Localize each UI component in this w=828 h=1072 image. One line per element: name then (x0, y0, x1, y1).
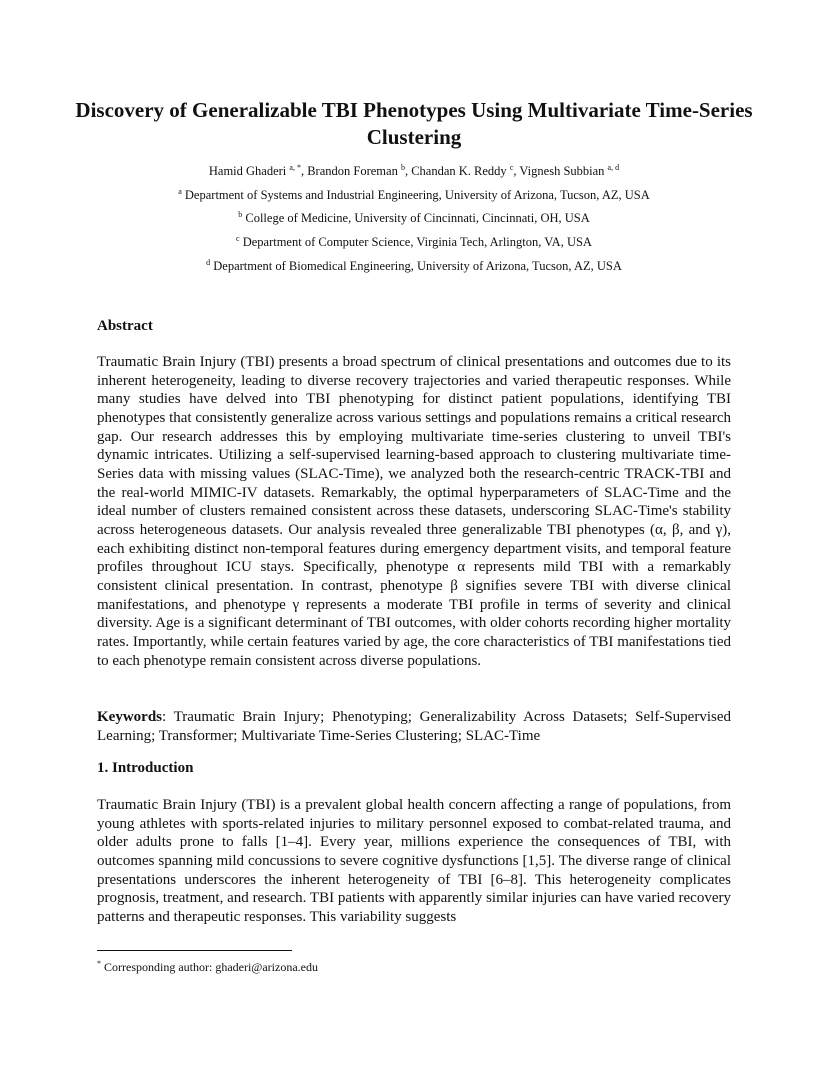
footnote-divider (97, 950, 292, 951)
affiliation-text: Department of Biomedical Engineering, University of Arizona, Tucson, AZ, USA (213, 259, 622, 273)
paper-title: Discovery of Generalizable TBI Phenotypes Using Multivariate Time-Series Clustering (75, 98, 753, 149)
affiliation-mark: a (178, 186, 182, 196)
footnote-mark: * (97, 959, 101, 968)
keywords-label: Keywords (97, 709, 162, 725)
affiliation (0, 188, 828, 203)
keywords-paragraph: Keywords: Traumatic Brain Injury; Phenotyping; Generalizability Across Datasets; Self-Supervised Learning; Transformer; Multivariate Time-Series Clustering; SLAC-Time (97, 709, 731, 744)
affiliation (0, 235, 828, 250)
affiliation-text: College of Medicine, University of Cincinnati, Cincinnati, OH, USA (245, 211, 590, 225)
keywords-text: Traumatic Brain Injury; Phenotyping; Generalizability Across Datasets; Self-Supervised Learning; Transformer; Multivariate Time-Series Clustering; SLAC-Time (97, 709, 731, 744)
affiliation-text: Department of Computer Science, Virginia Tech, Arlington, VA, USA (242, 235, 592, 249)
footnote (97, 960, 318, 975)
author-affiliation-mark: a, * (289, 162, 301, 172)
affiliation-text: Department of Systems and Industrial Engineering, University of Arizona, Tucson, AZ, USA (184, 188, 650, 202)
affiliation-mark: c (236, 233, 240, 243)
author-list: Hamid Ghaderi $^{a, *}$, Brandon Foreman $^b$, Chandan K. Reddy $^c$, Vignesh Subbian $^{a, d}$ (208, 162, 620, 178)
affiliation (0, 211, 828, 226)
introduction-text: Traumatic Brain Injury (TBI) is a prevalent global health concern affecting a range of populations, from young athletes with sports-related injuries to military personnel exposed to combat-related trauma, and older adults prone to falls [1–4]. Every year, millions experience the consequences of TBI, with outcomes spanning mild concussions to severe cognitive dysfunctions [1,5]. The diverse range of clinical presentations underscores the inherent heterogeneity of TBI [6–8]. This heterogeneity complicates prognosis, treatment, and research. TBI patients with apparently similar injuries can have varied recovery patterns and therapeutic responses. This variability suggests (97, 797, 731, 925)
author-affiliation-mark: c (509, 162, 514, 172)
affiliation-mark: d (206, 257, 211, 267)
author-name: Brandon Foreman (307, 164, 398, 178)
author-name: Chandan K. Reddy (411, 164, 507, 178)
affiliation-mark: b (238, 209, 243, 219)
introduction-heading: 1. Introduction (97, 760, 194, 776)
abstract-text: Traumatic Brain Injury (TBI) presents a broad spectrum of clinical presentations and outcomes due to its inherent heterogeneity, leading to diverse recovery trajectories and varied therapeutic responses. While many studies have delved into TBI phenotyping for distinct patient populations, identifying TBI phenotypes that consistently generalize across various settings and populations remains a critical research gap. Our research addresses this by employing multivariate time-series clustering to unveil TBI's dynamic intricates. Utilizing a self-supervised learning-based approach to clustering multivariate time-Series data with missing values (SLAC-Time), we analyzed both the research-centric TRACK-TBI and the real-world MIMIC-IV datasets. Remarkably, the optimal hyperparameters of SLAC-Time and the ideal number of clusters remained consistent across these datasets, underscoring SLAC-Time's stability across heterogeneous datasets. Our analysis revealed three generalizable TBI phenotypes (α, β, and γ), each exhibiting distinct non-temporal features during emergency department visits, and temporal feature profiles throughout ICU stays. Specifically, phenotype α represents mild TBI with a remarkably consistent clinical presentation. In contrast, phenotype β signifies severe TBI with diverse clinical manifestations, and phenotype γ represents a moderate TBI profile in terms of severity and clinical diversity. Age is a significant determinant of TBI outcomes, with older cohorts recording higher mortality rates. Importantly, while certain features varied by age, the core characteristics of TBI manifestations tied to each phenotype remain consistent across diverse populations. (97, 354, 731, 669)
author-name: Hamid Ghaderi (208, 164, 287, 178)
author-affiliation-mark: b (400, 162, 405, 172)
author-name: Vignesh Subbian (519, 164, 605, 178)
author-affiliation-mark: a, d (607, 162, 620, 172)
affiliation (0, 259, 828, 274)
footnote-text: Corresponding author: ghaderi@arizona.edu (104, 960, 318, 974)
abstract-heading: Abstract (97, 318, 153, 334)
